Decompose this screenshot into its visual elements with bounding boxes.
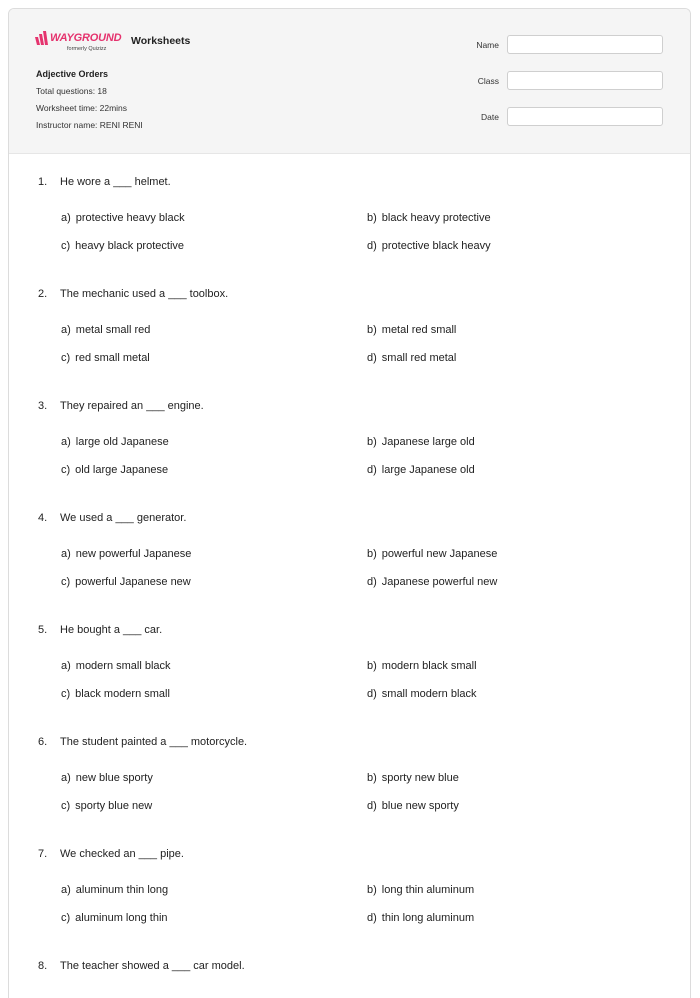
- option-text: aluminum thin long: [75, 884, 169, 896]
- option-text: protective heavy black: [75, 212, 185, 224]
- question-prompt: [38, 624, 162, 636]
- option-text: metal red small: [381, 324, 457, 336]
- option-a[interactable]: [61, 324, 150, 336]
- name-field-row: [476, 34, 663, 55]
- question-prompt: [38, 736, 247, 748]
- option-c[interactable]: [61, 576, 191, 588]
- question-prompt: [38, 848, 184, 860]
- option-b[interactable]: [367, 324, 456, 336]
- worksheet-page: [8, 8, 691, 998]
- question-8: [9, 960, 690, 998]
- option-text: heavy black protective: [75, 240, 185, 252]
- question-number: 8.: [38, 960, 48, 972]
- question-prompt: [38, 400, 204, 412]
- option-letter: b): [367, 772, 377, 784]
- question-text: The mechanic used a ___ toolbox.: [60, 288, 229, 300]
- option-text: sporty new blue: [381, 772, 459, 784]
- product-title: Worksheets: [131, 35, 191, 47]
- option-letter: d): [367, 912, 377, 924]
- option-d[interactable]: [367, 464, 475, 476]
- option-text: protective black heavy: [381, 240, 491, 252]
- option-d[interactable]: [367, 576, 497, 588]
- option-b[interactable]: [367, 548, 497, 560]
- question-number: 6.: [38, 736, 48, 748]
- option-text: new powerful Japanese: [75, 548, 192, 560]
- option-a[interactable]: [61, 884, 168, 896]
- question-number: 3.: [38, 400, 48, 412]
- option-text: modern black small: [381, 660, 477, 672]
- option-b[interactable]: [367, 436, 475, 448]
- option-text: large old Japanese: [75, 436, 169, 448]
- question-number: 2.: [38, 288, 48, 300]
- question-text: He wore a ___ helmet.: [60, 176, 171, 188]
- option-text: new blue sporty: [75, 772, 153, 784]
- question-text: They repaired an ___ engine.: [60, 400, 204, 412]
- option-a[interactable]: [61, 772, 153, 784]
- option-text: modern small black: [75, 660, 171, 672]
- option-text: old large Japanese: [75, 464, 169, 476]
- logo-text: WAYGROUND: [50, 32, 122, 44]
- date-field-row: [476, 106, 663, 127]
- question-prompt: [38, 288, 228, 300]
- option-a[interactable]: [61, 436, 169, 448]
- brand: [35, 31, 190, 59]
- option-b[interactable]: [367, 660, 477, 672]
- question-2: [9, 288, 690, 400]
- option-d[interactable]: [367, 352, 456, 364]
- question-number: 7.: [38, 848, 48, 860]
- option-text: metal small red: [75, 324, 151, 336]
- question-4: [9, 512, 690, 624]
- option-text: powerful new Japanese: [381, 548, 498, 560]
- option-letter: a): [61, 324, 71, 336]
- class-label: Class: [477, 75, 499, 86]
- option-letter: b): [367, 884, 377, 896]
- date-input[interactable]: [507, 107, 663, 126]
- question-5: [9, 624, 690, 736]
- option-letter: a): [61, 436, 71, 448]
- class-input[interactable]: [507, 71, 663, 90]
- option-text: powerful Japanese new: [75, 576, 191, 588]
- question-prompt: [38, 512, 186, 524]
- option-c[interactable]: [61, 800, 152, 812]
- option-c[interactable]: [61, 464, 168, 476]
- option-d[interactable]: [367, 688, 477, 700]
- worksheet-header: [9, 9, 690, 154]
- total-questions: Total questions: 18: [36, 86, 107, 96]
- name-label: Name: [476, 39, 499, 50]
- student-fields: [476, 34, 663, 142]
- option-text: long thin aluminum: [381, 884, 475, 896]
- option-a[interactable]: [61, 548, 191, 560]
- option-letter: a): [61, 660, 71, 672]
- question-text: We checked an ___ pipe.: [60, 848, 184, 860]
- option-letter: c): [61, 576, 71, 588]
- option-c[interactable]: [61, 688, 170, 700]
- class-field-row: [476, 70, 663, 91]
- option-text: blue new sporty: [381, 800, 459, 812]
- wayground-logo: [35, 31, 127, 59]
- option-letter: a): [61, 884, 71, 896]
- question-number: 4.: [38, 512, 48, 524]
- option-text: black modern small: [75, 688, 170, 700]
- option-letter: d): [367, 688, 377, 700]
- question-number: 1.: [38, 176, 48, 188]
- question-7: [9, 848, 690, 960]
- option-d[interactable]: [367, 800, 459, 812]
- option-text: thin long aluminum: [381, 912, 475, 924]
- option-text: red small metal: [75, 352, 150, 364]
- worksheet-time: Worksheet time: 22mins: [36, 103, 128, 113]
- option-d[interactable]: [367, 240, 491, 252]
- option-text: large Japanese old: [381, 464, 475, 476]
- worksheet-meta: [36, 66, 143, 134]
- option-c[interactable]: [61, 912, 168, 924]
- question-text: We used a ___ generator.: [60, 512, 187, 524]
- option-text: sporty blue new: [75, 800, 153, 812]
- name-input[interactable]: [507, 35, 663, 54]
- option-letter: d): [367, 800, 377, 812]
- option-letter: c): [61, 688, 71, 700]
- option-letter: d): [367, 576, 377, 588]
- question-list: [9, 176, 690, 998]
- option-letter: a): [61, 548, 71, 560]
- option-text: small red metal: [381, 352, 457, 364]
- option-letter: b): [367, 212, 377, 224]
- option-letter: c): [61, 240, 71, 252]
- option-a[interactable]: [61, 660, 171, 672]
- date-label: Date: [481, 111, 499, 122]
- question-prompt: [38, 960, 245, 972]
- question-1: [9, 176, 690, 288]
- question-text: The teacher showed a ___ car model.: [60, 960, 245, 972]
- option-letter: b): [367, 548, 377, 560]
- question-text: The student painted a ___ motorcycle.: [60, 736, 248, 748]
- option-letter: c): [61, 800, 71, 812]
- option-a[interactable]: [61, 212, 185, 224]
- option-b[interactable]: [367, 212, 491, 224]
- option-c[interactable]: [61, 352, 150, 364]
- option-text: small modern black: [381, 688, 477, 700]
- question-text: He bought a ___ car.: [60, 624, 163, 636]
- option-text: black heavy protective: [381, 212, 491, 224]
- logo-subtext: formerly Quizizz: [67, 46, 107, 52]
- option-letter: d): [367, 240, 377, 252]
- option-letter: c): [61, 464, 71, 476]
- option-c[interactable]: [61, 240, 184, 252]
- option-text: aluminum long thin: [75, 912, 168, 924]
- instructor-name: Instructor name: RENI RENI: [36, 120, 143, 130]
- option-b[interactable]: [367, 884, 474, 896]
- question-3: [9, 400, 690, 512]
- option-letter: d): [367, 464, 377, 476]
- question-number: 5.: [38, 624, 48, 636]
- option-letter: c): [61, 912, 71, 924]
- option-letter: a): [61, 212, 71, 224]
- option-text: Japanese large old: [381, 436, 475, 448]
- option-letter: c): [61, 352, 71, 364]
- option-text: Japanese powerful new: [381, 576, 498, 588]
- option-b[interactable]: [367, 772, 459, 784]
- option-letter: b): [367, 324, 377, 336]
- worksheet-title: Adjective Orders: [36, 69, 109, 79]
- option-letter: d): [367, 352, 377, 364]
- option-letter: b): [367, 436, 377, 448]
- option-d[interactable]: [367, 912, 474, 924]
- option-letter: a): [61, 772, 71, 784]
- question-6: [9, 736, 690, 848]
- option-letter: b): [367, 660, 377, 672]
- question-prompt: [38, 176, 171, 188]
